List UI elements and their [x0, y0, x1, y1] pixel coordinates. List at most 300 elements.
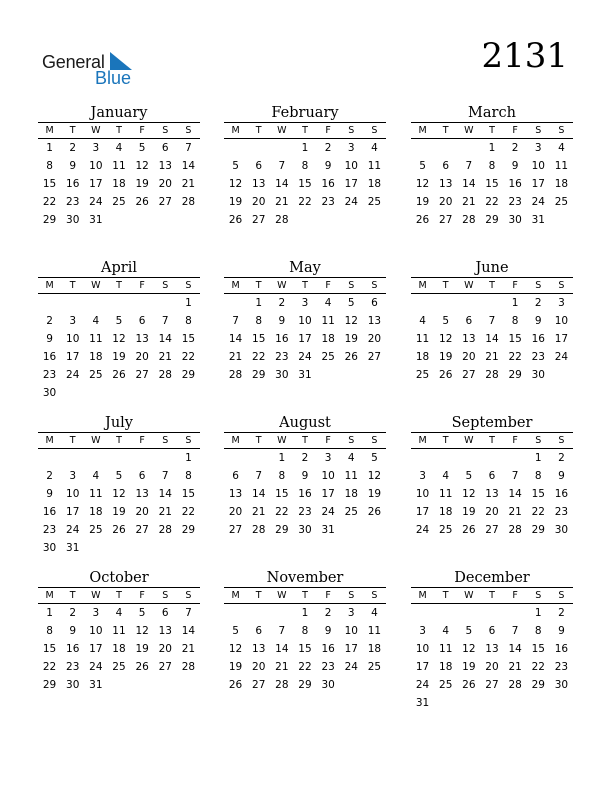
day-cell: 19	[415, 196, 430, 208]
empty-cell	[131, 294, 154, 312]
day-cell: 8	[511, 315, 519, 327]
day-cell: 17	[89, 178, 103, 190]
weekday-label: T	[302, 435, 308, 446]
day-cell: 4	[115, 142, 123, 154]
day-cell: 3	[69, 315, 77, 327]
weekday-label: M	[418, 125, 427, 136]
weekday-label: W	[464, 125, 474, 136]
day-cell: 23	[554, 506, 569, 518]
day-cell: 1	[534, 607, 542, 619]
day-cell: 17	[89, 643, 103, 655]
weekday-label: S	[185, 280, 192, 291]
weekday-label: S	[535, 280, 542, 291]
empty-cell	[434, 449, 457, 467]
day-cell: 19	[462, 506, 476, 518]
day-cell: 12	[344, 315, 358, 327]
day-cell: 8	[534, 625, 542, 637]
weekday-label: F	[139, 435, 145, 446]
day-cell: 29	[508, 369, 522, 381]
day-cell: 1	[46, 142, 53, 154]
day-cell: 7	[278, 625, 286, 637]
day-cell: 22	[508, 351, 522, 363]
day-cell: 2	[69, 607, 77, 619]
weekday-label: T	[489, 125, 495, 136]
day-cell: 13	[135, 488, 149, 500]
day-cell: 10	[344, 160, 358, 172]
weekday-label: M	[231, 435, 240, 446]
day-cell: 4	[442, 470, 450, 482]
empty-cell	[84, 294, 107, 312]
day-grid	[411, 139, 573, 229]
weekday-label: S	[185, 590, 192, 601]
weekday-label: T	[255, 280, 262, 291]
day-cell: 8	[301, 160, 309, 172]
day-cell: 2	[46, 315, 53, 327]
day-cell: 18	[367, 643, 382, 655]
day-cell: 27	[462, 369, 476, 381]
weekday-label: M	[231, 125, 240, 136]
day-cell: 26	[439, 369, 453, 381]
day-cell: 5	[419, 160, 426, 172]
day-cell: 29	[485, 214, 499, 226]
day-cell: 26	[344, 351, 358, 363]
weekday-label: T	[69, 125, 76, 136]
day-cell: 25	[89, 369, 103, 381]
year-title: 2131	[481, 36, 568, 76]
day-cell: 24	[531, 196, 545, 208]
day-cell: 2	[46, 470, 53, 482]
weekday-header	[411, 277, 573, 294]
day-cell: 3	[419, 625, 426, 637]
day-cell: 24	[344, 196, 358, 208]
day-cell: 25	[439, 679, 453, 691]
month-name: May	[289, 260, 321, 276]
weekday-label: F	[139, 590, 145, 601]
day-cell: 24	[89, 196, 103, 208]
month-name: June	[475, 260, 509, 276]
day-cell: 20	[252, 196, 266, 208]
day-cell: 22	[531, 506, 545, 518]
day-cell: 6	[255, 160, 263, 172]
day-cell: 27	[252, 214, 266, 226]
day-cell: 18	[89, 506, 103, 518]
weekday-label: T	[116, 280, 122, 291]
day-cell: 19	[462, 661, 476, 673]
day-cell: 17	[298, 333, 312, 345]
day-cell: 16	[42, 351, 57, 363]
empty-cell	[434, 139, 457, 157]
weekday-label: T	[442, 590, 449, 601]
day-grid	[224, 294, 386, 384]
day-cell: 3	[92, 142, 100, 154]
day-cell: 25	[112, 661, 126, 673]
day-cell: 9	[558, 470, 565, 482]
day-cell: 21	[508, 506, 522, 518]
day-cell: 26	[135, 661, 149, 673]
day-cell: 31	[321, 524, 335, 536]
weekday-label: S	[535, 590, 542, 601]
day-cell: 23	[321, 196, 335, 208]
day-cell: 20	[462, 351, 476, 363]
day-cell: 7	[511, 625, 519, 637]
month-april	[38, 260, 200, 402]
day-cell: 12	[135, 625, 149, 637]
day-cell: 4	[92, 470, 100, 482]
empty-cell	[434, 294, 457, 312]
day-cell: 30	[508, 214, 522, 226]
day-cell: 28	[158, 524, 172, 536]
month-june	[411, 260, 573, 384]
day-cell: 17	[554, 333, 569, 345]
weekday-label: W	[277, 435, 287, 446]
day-cell: 21	[275, 661, 289, 673]
day-cell: 19	[112, 506, 126, 518]
weekday-header	[38, 277, 200, 294]
day-cell: 3	[558, 297, 565, 309]
empty-cell	[224, 139, 247, 157]
day-cell: 25	[415, 369, 430, 381]
day-cell: 26	[462, 524, 476, 536]
day-cell: 12	[367, 470, 382, 482]
day-cell: 25	[321, 351, 335, 363]
day-cell: 30	[554, 679, 569, 691]
weekday-header	[411, 122, 573, 139]
empty-cell	[224, 449, 247, 467]
weekday-label: F	[325, 125, 331, 136]
day-cell: 29	[531, 679, 545, 691]
day-cell: 14	[228, 333, 243, 345]
day-cell: 21	[181, 178, 196, 190]
day-cell: 6	[138, 315, 146, 327]
day-cell: 13	[228, 488, 243, 500]
month-may	[224, 260, 386, 384]
empty-cell	[270, 139, 293, 157]
month-february	[224, 105, 386, 229]
day-cell: 22	[252, 351, 266, 363]
day-cell: 22	[42, 196, 57, 208]
day-cell: 17	[415, 506, 430, 518]
day-cell: 19	[344, 333, 358, 345]
day-cell: 9	[46, 333, 53, 345]
day-cell: 28	[508, 524, 522, 536]
day-cell: 29	[181, 369, 196, 381]
day-cell: 28	[485, 369, 499, 381]
day-cell: 1	[185, 297, 192, 309]
day-cell: 19	[228, 661, 243, 673]
day-cell: 7	[465, 160, 473, 172]
weekday-label: S	[162, 435, 169, 446]
weekday-label: S	[348, 280, 355, 291]
weekday-label: F	[139, 280, 145, 291]
day-cell: 24	[89, 661, 103, 673]
weekday-label: S	[558, 280, 565, 291]
day-cell: 11	[344, 470, 358, 482]
month-name: April	[101, 260, 137, 276]
empty-cell	[38, 449, 61, 467]
day-cell: 16	[298, 488, 312, 500]
month-name: March	[468, 105, 516, 121]
day-cell: 2	[324, 142, 332, 154]
empty-cell	[411, 139, 434, 157]
empty-cell	[434, 604, 457, 622]
weekday-label: T	[442, 280, 449, 291]
day-cell: 22	[298, 196, 312, 208]
day-cell: 13	[252, 178, 266, 190]
weekday-label: W	[464, 590, 474, 601]
day-cell: 17	[415, 661, 430, 673]
weekday-label: S	[371, 590, 378, 601]
day-cell: 10	[415, 488, 430, 500]
month-july	[38, 415, 200, 557]
day-cell: 1	[255, 297, 263, 309]
weekday-label: M	[418, 435, 427, 446]
weekday-label: M	[418, 590, 427, 601]
month-name: January	[90, 105, 148, 121]
day-cell: 10	[298, 315, 312, 327]
weekday-label: T	[255, 435, 262, 446]
day-cell: 11	[321, 315, 335, 327]
day-cell: 23	[554, 661, 569, 673]
empty-cell	[411, 449, 434, 467]
day-cell: 21	[462, 196, 476, 208]
empty-cell	[224, 294, 247, 312]
day-cell: 31	[531, 214, 545, 226]
day-cell: 7	[232, 315, 239, 327]
day-cell: 10	[89, 160, 103, 172]
day-cell: 9	[558, 625, 565, 637]
day-cell: 12	[112, 488, 126, 500]
weekday-label: W	[464, 280, 474, 291]
day-cell: 12	[439, 333, 453, 345]
day-cell: 20	[485, 661, 499, 673]
weekday-label: T	[442, 125, 449, 136]
day-cell: 9	[324, 625, 332, 637]
day-cell: 25	[89, 524, 103, 536]
month-name: November	[266, 570, 344, 586]
day-cell: 7	[278, 160, 286, 172]
day-cell: 7	[488, 315, 496, 327]
empty-cell	[504, 604, 527, 622]
day-cell: 14	[275, 178, 289, 190]
day-cell: 20	[158, 178, 172, 190]
day-cell: 10	[66, 488, 80, 500]
day-cell: 27	[158, 196, 172, 208]
day-cell: 15	[181, 333, 196, 345]
day-cell: 14	[508, 488, 522, 500]
day-cell: 20	[252, 661, 266, 673]
day-cell: 9	[511, 160, 519, 172]
day-cell: 17	[66, 506, 80, 518]
empty-cell	[107, 449, 130, 467]
day-cell: 28	[462, 214, 476, 226]
day-cell: 1	[278, 452, 286, 464]
weekday-label: T	[442, 435, 449, 446]
day-cell: 21	[252, 506, 266, 518]
day-cell: 31	[89, 214, 103, 226]
day-cell: 16	[531, 333, 545, 345]
day-cell: 16	[321, 178, 335, 190]
day-cell: 28	[508, 679, 522, 691]
day-cell: 23	[66, 196, 80, 208]
day-cell: 23	[42, 369, 57, 381]
day-cell: 25	[112, 196, 126, 208]
day-cell: 29	[42, 214, 57, 226]
weekday-label: T	[116, 125, 122, 136]
day-cell: 21	[181, 643, 196, 655]
day-cell: 14	[181, 160, 196, 172]
day-cell: 13	[158, 160, 172, 172]
day-cell: 14	[462, 178, 476, 190]
weekday-header	[38, 432, 200, 449]
day-cell: 11	[439, 488, 453, 500]
weekday-label: S	[371, 435, 378, 446]
day-cell: 1	[46, 607, 53, 619]
day-cell: 29	[275, 524, 289, 536]
day-cell: 24	[66, 369, 80, 381]
day-cell: 15	[181, 488, 196, 500]
empty-cell	[131, 449, 154, 467]
day-cell: 11	[367, 160, 382, 172]
weekday-label: F	[325, 590, 331, 601]
day-cell: 13	[367, 315, 382, 327]
day-cell: 29	[42, 679, 57, 691]
day-cell: 16	[275, 333, 289, 345]
day-cell: 20	[439, 196, 453, 208]
day-cell: 12	[415, 178, 430, 190]
day-cell: 7	[161, 315, 169, 327]
day-cell: 18	[321, 333, 335, 345]
day-cell: 30	[42, 387, 57, 399]
day-cell: 1	[511, 297, 519, 309]
empty-cell	[38, 294, 61, 312]
day-cell: 11	[367, 625, 382, 637]
day-cell: 23	[531, 351, 545, 363]
day-cell: 15	[531, 488, 545, 500]
day-cell: 21	[158, 506, 172, 518]
weekday-label: S	[162, 280, 169, 291]
month-name: July	[105, 415, 133, 431]
day-cell: 13	[485, 488, 499, 500]
day-cell: 14	[508, 643, 522, 655]
day-cell: 9	[534, 315, 542, 327]
day-cell: 11	[89, 488, 103, 500]
weekday-label: S	[558, 435, 565, 446]
day-cell: 31	[89, 679, 103, 691]
empty-cell	[61, 294, 84, 312]
day-cell: 19	[228, 196, 243, 208]
day-cell: 30	[66, 214, 80, 226]
day-cell: 5	[465, 625, 473, 637]
empty-cell	[504, 449, 527, 467]
weekday-label: T	[255, 125, 262, 136]
day-cell: 7	[185, 607, 192, 619]
day-cell: 4	[92, 315, 100, 327]
day-cell: 31	[66, 542, 80, 554]
weekday-header	[224, 432, 386, 449]
day-cell: 26	[135, 196, 149, 208]
day-cell: 22	[42, 661, 57, 673]
weekday-header	[224, 587, 386, 604]
day-cell: 16	[508, 178, 522, 190]
day-cell: 24	[321, 506, 335, 518]
empty-cell	[457, 604, 480, 622]
day-cell: 11	[89, 333, 103, 345]
day-cell: 15	[485, 178, 499, 190]
day-cell: 4	[347, 452, 355, 464]
day-cell: 26	[367, 506, 382, 518]
day-cell: 22	[485, 196, 499, 208]
weekday-label: M	[45, 435, 54, 446]
day-cell: 27	[252, 679, 266, 691]
day-cell: 8	[185, 470, 192, 482]
month-name: September	[451, 415, 533, 431]
weekday-label: S	[185, 435, 192, 446]
month-december	[411, 570, 573, 712]
day-cell: 14	[252, 488, 266, 500]
day-cell: 21	[275, 196, 289, 208]
weekday-label: F	[512, 590, 518, 601]
day-cell: 30	[298, 524, 312, 536]
day-cell: 31	[415, 697, 430, 709]
weekday-header	[411, 432, 573, 449]
day-cell: 30	[275, 369, 289, 381]
day-grid	[224, 604, 386, 694]
day-cell: 26	[415, 214, 430, 226]
day-cell: 6	[488, 470, 496, 482]
day-cell: 22	[181, 351, 196, 363]
day-cell: 9	[324, 160, 332, 172]
day-cell: 12	[135, 160, 149, 172]
day-cell: 26	[112, 369, 126, 381]
day-cell: 27	[485, 679, 499, 691]
day-cell: 6	[488, 625, 496, 637]
day-cell: 14	[158, 488, 172, 500]
empty-cell	[270, 604, 293, 622]
day-cell: 11	[112, 625, 126, 637]
day-cell: 25	[344, 506, 358, 518]
weekday-label: M	[45, 280, 54, 291]
day-cell: 6	[465, 315, 473, 327]
day-cell: 20	[485, 506, 499, 518]
empty-cell	[247, 604, 270, 622]
weekday-header	[38, 122, 200, 139]
weekday-label: S	[558, 590, 565, 601]
day-cell: 6	[442, 160, 450, 172]
day-cell: 6	[138, 470, 146, 482]
day-cell: 22	[531, 661, 545, 673]
weekday-label: W	[91, 125, 101, 136]
day-cell: 8	[46, 160, 53, 172]
day-cell: 12	[228, 643, 243, 655]
day-cell: 15	[275, 488, 289, 500]
month-march	[411, 105, 573, 229]
weekday-label: M	[418, 280, 427, 291]
day-cell: 5	[465, 470, 473, 482]
day-cell: 13	[135, 333, 149, 345]
month-january	[38, 105, 200, 229]
day-cell: 29	[298, 679, 312, 691]
day-cell: 16	[66, 643, 80, 655]
day-cell: 2	[511, 142, 519, 154]
day-grid	[38, 449, 200, 557]
day-cell: 23	[508, 196, 522, 208]
empty-cell	[247, 139, 270, 157]
day-cell: 30	[66, 679, 80, 691]
empty-cell	[107, 294, 130, 312]
weekday-header	[224, 277, 386, 294]
day-cell: 12	[462, 643, 476, 655]
day-cell: 4	[419, 315, 426, 327]
